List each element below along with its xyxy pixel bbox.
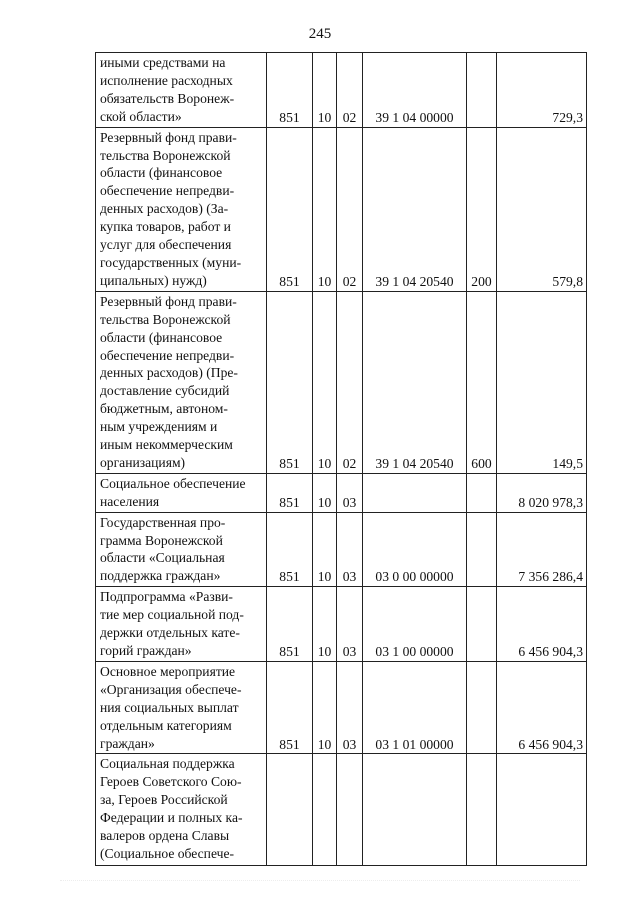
item-name-line: Основное мероприятие xyxy=(100,663,236,679)
item-name-line: Подпрограмма «Разви- xyxy=(100,589,233,605)
item-name-line: горий граждан» xyxy=(100,643,192,658)
page-number: 245 xyxy=(308,26,332,42)
cell-section: 10 xyxy=(313,291,337,473)
item-name-line: обеспечение непредви- xyxy=(100,347,235,363)
cell-subsection: 03 xyxy=(337,587,363,662)
item-name-line: государственных (муни- xyxy=(100,254,242,270)
item-name-line: бюджетным, автоном- xyxy=(100,401,228,417)
cell-subsection: 03 xyxy=(337,473,363,512)
item-name-line: обязательств Воронеж- xyxy=(100,90,235,106)
item-name-line: Социальная поддержка xyxy=(100,756,235,772)
cell-section xyxy=(313,754,337,866)
cell-section: 10 xyxy=(313,127,337,291)
cell-target-article: 39 1 04 00000 xyxy=(363,53,467,128)
cell-section: 10 xyxy=(313,512,337,587)
cell-subsection: 02 xyxy=(337,291,363,473)
item-name-line: области (финансовое xyxy=(100,165,223,181)
cell-amount: 729,3 xyxy=(497,53,587,128)
item-name-line: за, Героев Российской xyxy=(100,792,228,808)
item-name-line: купка товаров, работ и xyxy=(100,219,231,235)
table-row xyxy=(96,473,587,512)
cell-target-article xyxy=(363,473,467,512)
item-name-line: (Социальное обеспече- xyxy=(100,845,235,861)
item-name-line: грамма Воронежской xyxy=(100,532,223,548)
item-name-line: Резервный фонд прави- xyxy=(100,293,237,309)
cell-grbs: 851 xyxy=(267,473,313,512)
cell-expense-type xyxy=(467,587,497,662)
cell-grbs: 851 xyxy=(267,53,313,128)
cell-section: 10 xyxy=(313,661,337,754)
item-name-line: доставление субсидий xyxy=(100,383,230,399)
cell-grbs: 851 xyxy=(267,512,313,587)
budget-table xyxy=(95,52,587,866)
item-name-line: тие мер социальной под- xyxy=(100,607,244,623)
cell-item-name xyxy=(96,754,267,866)
scan-noise xyxy=(60,880,580,887)
cell-expense-type xyxy=(467,754,497,866)
cell-target-article: 39 1 04 20540 xyxy=(363,291,467,473)
item-name-line: граждан» xyxy=(100,735,155,751)
item-name-line: поддержка граждан» xyxy=(100,568,221,584)
cell-amount: 6 456 904,3 xyxy=(497,661,587,754)
cell-amount: 579,8 xyxy=(497,127,587,291)
cell-grbs xyxy=(267,754,313,866)
cell-target-article: 03 0 00 00000 xyxy=(363,512,467,587)
item-name-line: тельства Воронежской xyxy=(100,311,231,327)
table-row xyxy=(96,754,587,866)
cell-expense-type xyxy=(467,53,497,128)
cell-expense-type xyxy=(467,512,497,587)
item-name-line: держки отдельных кате- xyxy=(100,625,240,641)
table-row xyxy=(96,512,587,587)
cell-target-article: 39 1 04 20540 xyxy=(363,127,467,291)
cell-item-name xyxy=(96,512,267,587)
item-name-line: услуг для обеспечения xyxy=(100,237,232,253)
cell-target-article: 03 1 01 00000 xyxy=(363,661,467,754)
cell-amount: 6 456 904,3 xyxy=(497,587,587,662)
cell-grbs: 851 xyxy=(267,291,313,473)
cell-amount: 7 356 286,4 xyxy=(497,512,587,587)
item-name-line: «Организация обеспече- xyxy=(100,681,242,697)
cell-subsection: 03 xyxy=(337,661,363,754)
item-name-line: области (финансовое xyxy=(100,329,223,345)
cell-expense-type: 600 xyxy=(467,291,497,473)
table-row xyxy=(96,661,587,754)
table-row xyxy=(96,587,587,662)
cell-expense-type xyxy=(467,661,497,754)
item-name-line: денных расходов) (Пре- xyxy=(100,365,238,381)
item-name-line: денных расходов) (За- xyxy=(100,201,229,217)
cell-expense-type xyxy=(467,473,497,512)
item-name-line: Федерации и полных ка- xyxy=(100,810,243,826)
item-name-line: Социальное обеспечение xyxy=(100,475,246,491)
cell-item-name xyxy=(96,473,267,512)
cell-grbs: 851 xyxy=(267,127,313,291)
table-row xyxy=(96,291,587,473)
item-name-line: ния социальных выплат xyxy=(100,699,239,715)
item-name-line: валеров ордена Славы xyxy=(100,828,230,844)
cell-target-article xyxy=(363,754,467,866)
table-row xyxy=(96,127,587,291)
item-name-line: ципальных) нужд) xyxy=(100,272,207,288)
item-name-line: иным некоммерческим xyxy=(100,437,233,453)
item-name-line: Резервный фонд прави- xyxy=(100,129,237,145)
table-body xyxy=(96,53,587,866)
cell-item-name xyxy=(96,53,267,128)
item-name-line: иными средствами на xyxy=(100,55,226,70)
cell-section: 10 xyxy=(313,587,337,662)
cell-amount: 149,5 xyxy=(497,291,587,473)
cell-section: 10 xyxy=(313,53,337,128)
item-name-line: Государственная про- xyxy=(100,514,226,530)
item-name-line: обеспечение непредви- xyxy=(100,183,235,199)
item-name-line: населения xyxy=(100,493,160,509)
cell-expense-type: 200 xyxy=(467,127,497,291)
cell-amount: 8 020 978,3 xyxy=(497,473,587,512)
cell-item-name xyxy=(96,291,267,473)
cell-subsection: 02 xyxy=(337,127,363,291)
table-row xyxy=(96,53,587,128)
cell-target-article: 03 1 00 00000 xyxy=(363,587,467,662)
item-name-line: исполнение расходных xyxy=(100,72,233,88)
cell-subsection xyxy=(337,754,363,866)
cell-item-name xyxy=(96,587,267,662)
item-name-line: ской области» xyxy=(100,108,182,124)
item-name-line: организациям) xyxy=(100,454,186,470)
item-name-line: Героев Советского Сою- xyxy=(100,774,242,790)
item-name-line: отдельным категориям xyxy=(100,717,232,733)
cell-subsection: 02 xyxy=(337,53,363,128)
cell-section: 10 xyxy=(313,473,337,512)
item-name-line: области «Социальная xyxy=(100,550,225,566)
cell-grbs: 851 xyxy=(267,661,313,754)
cell-subsection: 03 xyxy=(337,512,363,587)
cell-item-name xyxy=(96,661,267,754)
item-name-line: тельства Воронежской xyxy=(100,147,231,163)
cell-item-name xyxy=(96,127,267,291)
item-name-line: ным учреждениям и xyxy=(100,419,218,435)
cell-amount xyxy=(497,754,587,866)
cell-grbs: 851 xyxy=(267,587,313,662)
